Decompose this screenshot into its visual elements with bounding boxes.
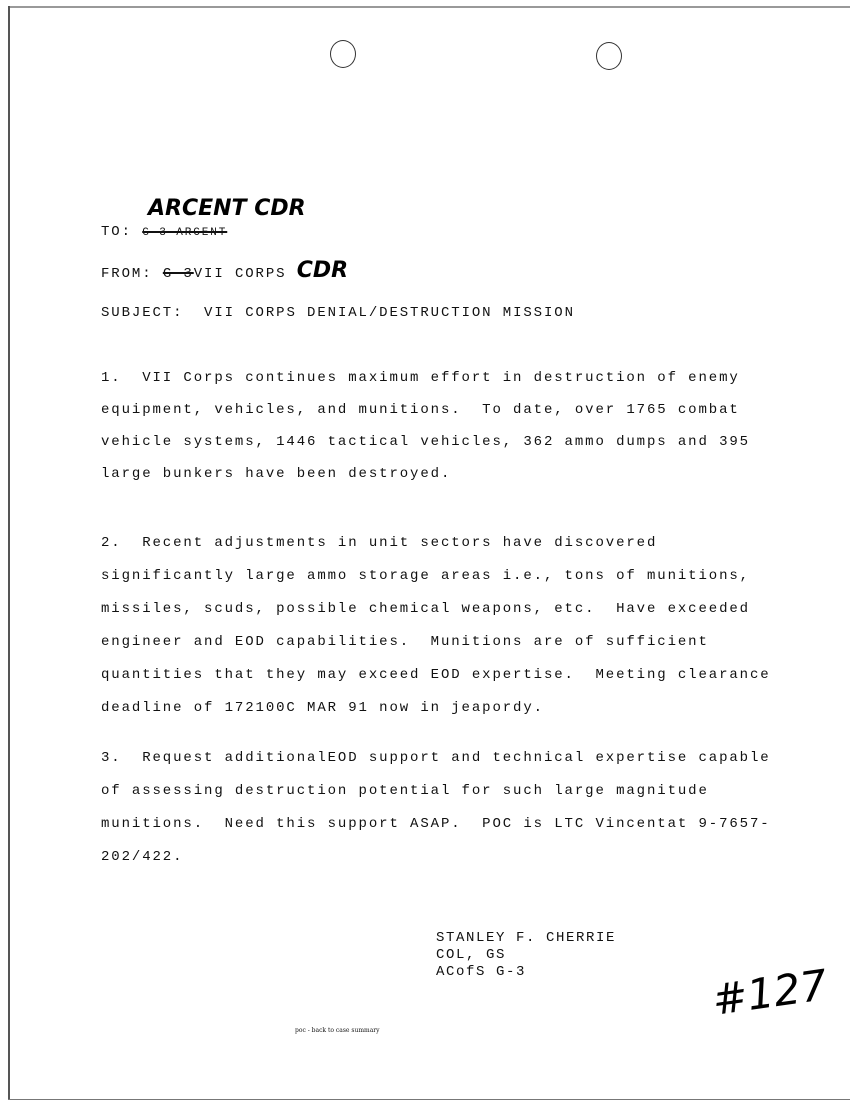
handwritten-to: ARCENT CDR	[148, 196, 306, 221]
scan-border-top	[8, 6, 850, 8]
body-line: munitions. Need this support ASAP. POC is LTC Vincentat 9-7657-	[101, 816, 771, 832]
body-line: 3. Request additionalEOD support and technical expertise capable	[101, 750, 771, 766]
body-line: of assessing destruction potential for such large magnitude	[101, 783, 709, 799]
signature-rank: COL, GS	[436, 947, 507, 963]
punch-hole-icon	[596, 42, 622, 70]
body-line: equipment, vehicles, and munitions. To date, over 1765 combat	[101, 402, 740, 418]
body-line: significantly large ammo storage areas i.e., tons of munitions,	[101, 568, 750, 584]
body-line: 202/422.	[101, 849, 184, 865]
to-label: TO:	[101, 224, 132, 240]
footer-link[interactable]: poc - back to case summary	[295, 1027, 380, 1034]
to-line	[101, 224, 227, 240]
subject-line	[101, 305, 575, 321]
body-line: large bunkers have been destroyed.	[101, 466, 452, 482]
scan-border-left	[8, 6, 10, 1100]
from-line	[101, 258, 348, 283]
handwritten-from: CDR	[296, 258, 349, 283]
subject-label: SUBJECT:	[101, 305, 184, 321]
from-text: VII CORPS	[193, 266, 287, 282]
scan-border-bottom	[8, 1099, 850, 1100]
signature-name: STANLEY F. CHERRIE	[436, 930, 617, 946]
body-line: 2. Recent adjustments in unit sectors have discovered	[101, 535, 658, 551]
subject-text: VII CORPS DENIAL/DESTRUCTION MISSION	[204, 305, 575, 321]
body-line: vehicle systems, 1446 tactical vehicles, 362 ammo dumps and 395	[101, 434, 750, 450]
punch-hole-icon	[330, 40, 356, 68]
signature-title: ACofS G-3	[436, 964, 527, 980]
from-struck: G-3	[162, 266, 194, 282]
body-line: quantities that they may exceed EOD expertise. Meeting clearance	[101, 667, 771, 683]
handwritten-document-number: #127	[709, 960, 831, 1025]
body-line: deadline of 172100C MAR 91 now in jeapordy.	[101, 700, 544, 716]
to-struck: G-3 ARCENT	[142, 227, 228, 239]
body-line: 1. VII Corps continues maximum effort in destruction of enemy	[101, 370, 740, 386]
body-line: missiles, scuds, possible chemical weapons, etc. Have exceeded	[101, 601, 750, 617]
from-label: FROM:	[101, 266, 153, 282]
body-line: engineer and EOD capabilities. Munitions are of sufficient	[101, 634, 709, 650]
